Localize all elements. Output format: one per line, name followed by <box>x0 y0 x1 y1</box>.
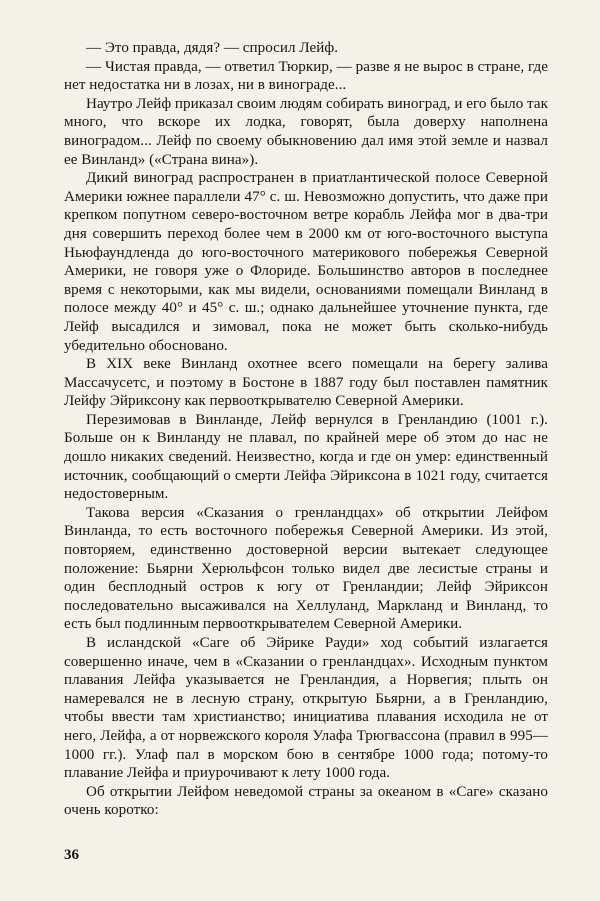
page-text <box>64 39 548 820</box>
paragraph-1: — Это правда, дядя? — спросил Лейф. <box>86 40 339 56</box>
page-number: 36 <box>64 847 79 863</box>
paragraph-8: В исландской «Саге об Эйрике Рауди» ход событий излагается совершенно иначе, чем в «Сказании о гренландцах». Исходным пунктом плавания Лейфа указывается не Гренландия, а Норвегия; плыть он намеревался не в лесную страну, открытую Бьярни, а в Гренландию, чтобы ввести там христианство; инициатива плавания исходила не от него, Лейфа, а от норвежского короля Улафа Трюгвассона (правил в 995—1000 гг.). Улаф пал в морском бою в сентябре 1000 года; потому-то плавание Лейфа и приурочивают к лету 1000 года. <box>64 635 548 782</box>
paragraph-3: Наутро Лейф приказал своим людям собирать виноград, и его было так много, что вскоре их лодка, говорят, была доверху наполнена виноградом... Лейф по своему обыкновению дал имя этой земле и назвал ее Винланд» («Страна вина»). <box>64 95 548 168</box>
paragraph-4: Дикий виноград распространен в приатлантической полосе Северной Америки южнее параллели 47° с. ш. Невозможно допустить, что даже при крепком попутном северо-восточном ветре корабль Лейфа мог в два-три дня совершить переход более чем в 2000 км от юго-восточного выступа Ньюфаундленда до юго-восточного материкового побережья Северной Америки, не говоря уже о Флориде. Большинство авторов в последнее время с некоторыми, как мы видели, основаниями помещали Винланд в полосе между 40° и 45° с. ш.; однако дальнейшее уточнение пункта, где Лейф высадился и зимовал, пока не может быть сколько-нибудь убедительно обосновано. <box>64 170 548 354</box>
paragraph-7: Такова версия «Сказания о гренландцах» об открытии Лейфом Винланда, то есть восточного побережья Северной Америки. Из этой, повторяем, единственно достоверной версии вытекает следующее положение: Бьярни Херюльфсон только видел две лесистые страны и один бесплодный остров к югу от Гренландии; Лейф Эйриксон последовательно высаживался на Хеллуланд, Маркланд и Винланд, то есть был подлинным первооткрывателем Северной Америки. <box>64 504 548 633</box>
paragraph-5: В XIX веке Винланд охотнее всего помещали на берегу залива Массачусетс, и поэтому в Бостоне в 1887 году был поставлен памятник Лейфу Эйриксону как первооткрывателю Северной Америки. <box>64 356 548 410</box>
paragraph-9: Об открытии Лейфом неведомой страны за океаном в «Саге» сказано очень коротко: <box>64 783 548 819</box>
paragraph-2: — Чистая правда, — ответил Тюркир, — разве я не вырос в стране, где нет недостатка ни в лозах, ни в винограде... <box>64 58 548 94</box>
paragraph-6: Перезимовав в Винланде, Лейф вернулся в Гренландию (1001 г.). Больше он к Винланду не плавал, по крайней мере об этом до нас не дошло никаких сведений. Неизвестно, когда и где он умер: единственный источник, сообщающий о смерти Лейфа Эйриксона в 1021 году, считается недостоверным. <box>64 411 548 503</box>
